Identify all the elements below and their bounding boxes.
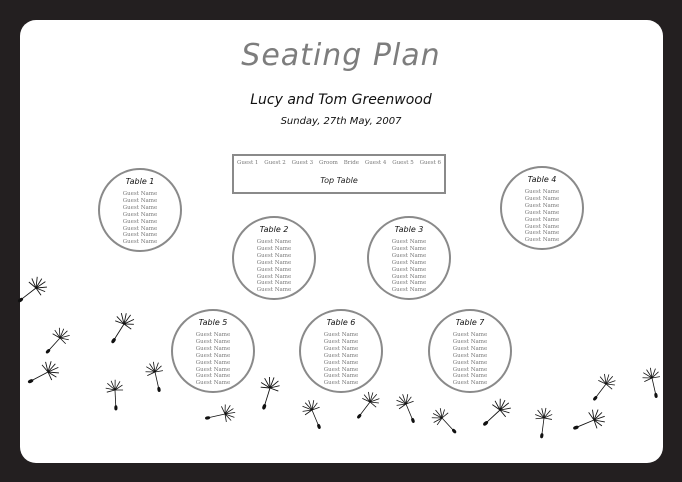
guest-name: Guest Name bbox=[195, 366, 231, 373]
top-table-label: Top Table bbox=[320, 176, 358, 185]
table-name: Table 2 bbox=[259, 225, 289, 234]
guest-name: Guest Name bbox=[122, 239, 158, 246]
guest-name: Guest Name bbox=[256, 259, 292, 266]
table-guest-list bbox=[430, 332, 510, 387]
table-guest-list bbox=[234, 239, 314, 294]
table-2 bbox=[232, 216, 316, 300]
table-name: Table 5 bbox=[198, 318, 228, 327]
table-3 bbox=[367, 216, 451, 300]
table-5 bbox=[171, 309, 255, 393]
guest-name: Guest Name bbox=[122, 191, 158, 197]
guest-name: Guest Name bbox=[256, 280, 292, 287]
guest-name: Guest Name bbox=[122, 232, 158, 239]
top-table-guest: Guest 6 bbox=[419, 160, 442, 166]
guest-name: Guest Name bbox=[452, 338, 488, 345]
table-guest-list bbox=[301, 332, 381, 387]
table-name: Table 1 bbox=[125, 177, 155, 186]
guest-name: Guest Name bbox=[452, 359, 488, 366]
guest-name: Guest Name bbox=[452, 345, 488, 352]
guest-name: Guest Name bbox=[256, 239, 292, 245]
guest-name: Guest Name bbox=[195, 373, 231, 380]
guest-name: Guest Name bbox=[452, 352, 488, 359]
guest-name: Guest Name bbox=[256, 252, 292, 259]
guest-name: Guest Name bbox=[391, 273, 427, 280]
table-name: Table 6 bbox=[326, 318, 356, 327]
guest-name: Guest Name bbox=[195, 352, 231, 359]
guest-name: Guest Name bbox=[391, 259, 427, 266]
table-name: Table 3 bbox=[394, 225, 424, 234]
guest-name: Guest Name bbox=[524, 216, 560, 223]
guest-name: Guest Name bbox=[323, 338, 359, 345]
table-6 bbox=[299, 309, 383, 393]
event-date: Sunday, 27th May, 2007 bbox=[280, 116, 402, 127]
guest-name: Guest Name bbox=[122, 204, 158, 211]
top-table bbox=[232, 154, 446, 194]
guest-name: Guest Name bbox=[524, 209, 560, 216]
guest-name: Guest Name bbox=[323, 345, 359, 352]
guest-name: Guest Name bbox=[452, 380, 488, 387]
top-table-guest-list bbox=[234, 160, 444, 166]
guest-name: Guest Name bbox=[256, 245, 292, 252]
guest-name: Guest Name bbox=[195, 338, 231, 345]
guest-name: Guest Name bbox=[122, 218, 158, 225]
guest-name: Guest Name bbox=[256, 287, 292, 294]
table-7 bbox=[428, 309, 512, 393]
guest-name: Guest Name bbox=[524, 237, 560, 244]
guest-name: Guest Name bbox=[524, 230, 560, 237]
guest-name: Guest Name bbox=[391, 252, 427, 259]
guest-name: Guest Name bbox=[452, 366, 488, 373]
guest-name: Guest Name bbox=[524, 223, 560, 230]
guest-name: Guest Name bbox=[323, 332, 359, 338]
table-4 bbox=[500, 166, 584, 250]
guest-name: Guest Name bbox=[195, 332, 231, 338]
guest-name: Guest Name bbox=[452, 332, 488, 338]
guest-name: Guest Name bbox=[195, 380, 231, 387]
top-table-guest-bride: Bride bbox=[343, 160, 359, 166]
top-table-guest-groom: Groom bbox=[319, 160, 338, 166]
guest-name: Guest Name bbox=[524, 202, 560, 209]
table-name: Table 7 bbox=[455, 318, 485, 327]
guest-name: Guest Name bbox=[323, 366, 359, 373]
guest-name: Guest Name bbox=[256, 273, 292, 280]
top-table-guest: Guest 5 bbox=[392, 160, 414, 166]
guest-name: Guest Name bbox=[524, 189, 560, 195]
table-guest-list bbox=[173, 332, 253, 387]
top-table-guest: Guest 3 bbox=[291, 160, 314, 166]
guest-name: Guest Name bbox=[256, 266, 292, 273]
guest-name: Guest Name bbox=[122, 225, 158, 232]
guest-name: Guest Name bbox=[122, 211, 158, 218]
guest-name: Guest Name bbox=[122, 197, 158, 204]
guest-name: Guest Name bbox=[391, 287, 427, 294]
table-name: Table 4 bbox=[527, 175, 557, 184]
top-table-guest: Guest 4 bbox=[364, 160, 387, 166]
table-guest-list bbox=[100, 191, 180, 246]
table-guest-list bbox=[369, 239, 449, 294]
guest-name: Guest Name bbox=[323, 380, 359, 387]
guest-name: Guest Name bbox=[195, 359, 231, 366]
guest-name: Guest Name bbox=[391, 245, 427, 252]
guest-name: Guest Name bbox=[195, 345, 231, 352]
couple-names: Lucy and Tom Greenwood bbox=[250, 92, 432, 108]
guest-name: Guest Name bbox=[323, 352, 359, 359]
table-1 bbox=[98, 168, 182, 252]
guest-name: Guest Name bbox=[323, 373, 359, 380]
top-table-guest: Guest 1 bbox=[236, 160, 259, 166]
guest-name: Guest Name bbox=[452, 373, 488, 380]
guest-name: Guest Name bbox=[323, 359, 359, 366]
page-title: Seating Plan bbox=[241, 38, 441, 73]
guest-name: Guest Name bbox=[391, 280, 427, 287]
guest-name: Guest Name bbox=[391, 239, 427, 245]
top-table-guest: Guest 2 bbox=[264, 160, 286, 166]
guest-name: Guest Name bbox=[391, 266, 427, 273]
table-guest-list bbox=[502, 189, 582, 244]
guest-name: Guest Name bbox=[524, 195, 560, 202]
